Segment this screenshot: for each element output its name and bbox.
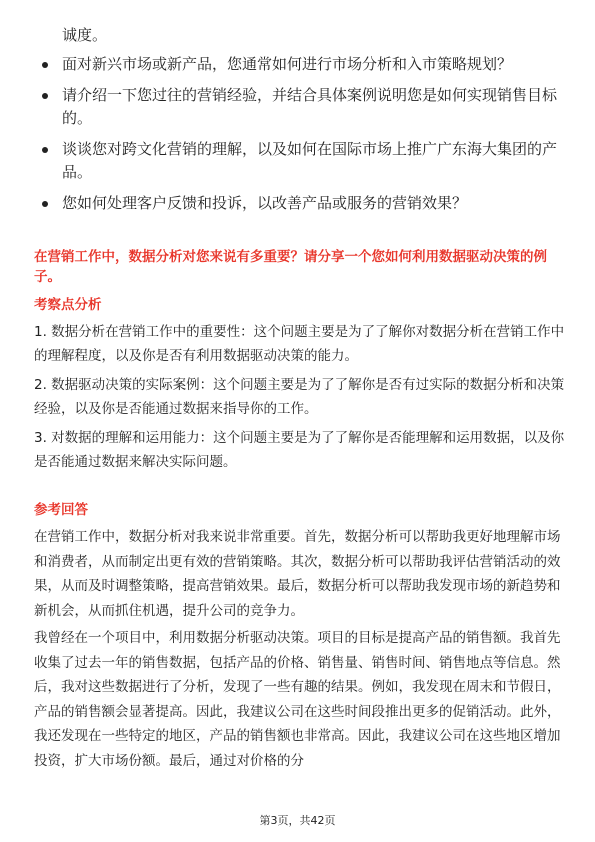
page-number-footer: 第3页，共42页 [259,814,336,827]
bullet-dot-icon [42,201,48,207]
analysis-point: 3. 对数据的理解和运用能力：这个问题主要是为了了解你是否能理解和运用数据，以及你是否能通过数据来解决实际问题。 [34,430,565,470]
bullet-dot-icon [42,62,48,68]
continuation-text: 诚度。 [62,26,108,44]
bullet-item [62,53,567,76]
bullet-item [62,138,567,184]
analysis-point: 2. 数据驱动决策的实际案例：这个问题主要是为了了解你是否有过实际的数据分析和决策经验，以及你是否能通过数据来指导你的工作。 [34,377,565,417]
bullet-item [62,84,567,130]
bullet-item [62,192,567,215]
bullet-dot-icon [42,147,48,153]
bullet-text: 您如何处理客户反馈和投诉，以改善产品或服务的营销效果？ [62,194,468,212]
bullet-dot-icon [42,93,48,99]
question-bullet-list [62,53,567,223]
reference-answer [34,525,566,776]
bullet-text: 谈谈您对跨文化营销的理解，以及如何在国际市场上推广广东海大集团的产品。 [62,140,558,181]
analysis-points [34,320,566,479]
interview-question-heading: 在营销工作中，数据分析对您来说有多重要？请分享一个您如何利用数据驱动决策的例子。 [34,249,547,285]
reference-section-title: 参考回答 [34,502,88,518]
answer-paragraph: 我曾经在一个项目中，利用数据分析驱动决策。项目的目标是提高产品的销售额。我首先收集了过去一年的销售数据，包括产品的价格、销售量、销售时间、销售地点等信息。然后，我对这些数据进行了分析，发现了一些有趣的结果。例如，我发现在周末和节假日，产品的销售额会显著提高。因此，我建议公司在这些时间段推出更多的促销活动。此外，我还发现在一些特定的地区，产品的销售额也非常高。因此，我建议公司在这些地区增加投资，扩大市场份额。最后，通过对价格的分 [34,630,561,769]
bullet-text: 面对新兴市场或新产品，您通常如何进行市场分析和入市策略规划？ [62,55,513,73]
bullet-text: 请介绍一下您过往的营销经验，并结合具体案例说明您是如何实现销售目标的。 [62,86,558,127]
analysis-section-title: 考察点分析 [34,297,102,313]
analysis-point: 1. 数据分析在营销工作中的重要性：这个问题主要是为了了解你对数据分析在营销工作中的理解程度，以及你是否有利用数据驱动决策的能力。 [34,324,565,364]
answer-paragraph: 在营销工作中，数据分析对我来说非常重要。首先，数据分析可以帮助我更好地理解市场和消费者，从而制定出更有效的营销策略。其次，数据分析可以帮助我评估营销活动的效果，从而及时调整策略，提高营销效果。最后，数据分析可以帮助我发现市场的新趋势和新机会，从而抓住机遇，提升公司的竞争力。 [34,529,561,619]
